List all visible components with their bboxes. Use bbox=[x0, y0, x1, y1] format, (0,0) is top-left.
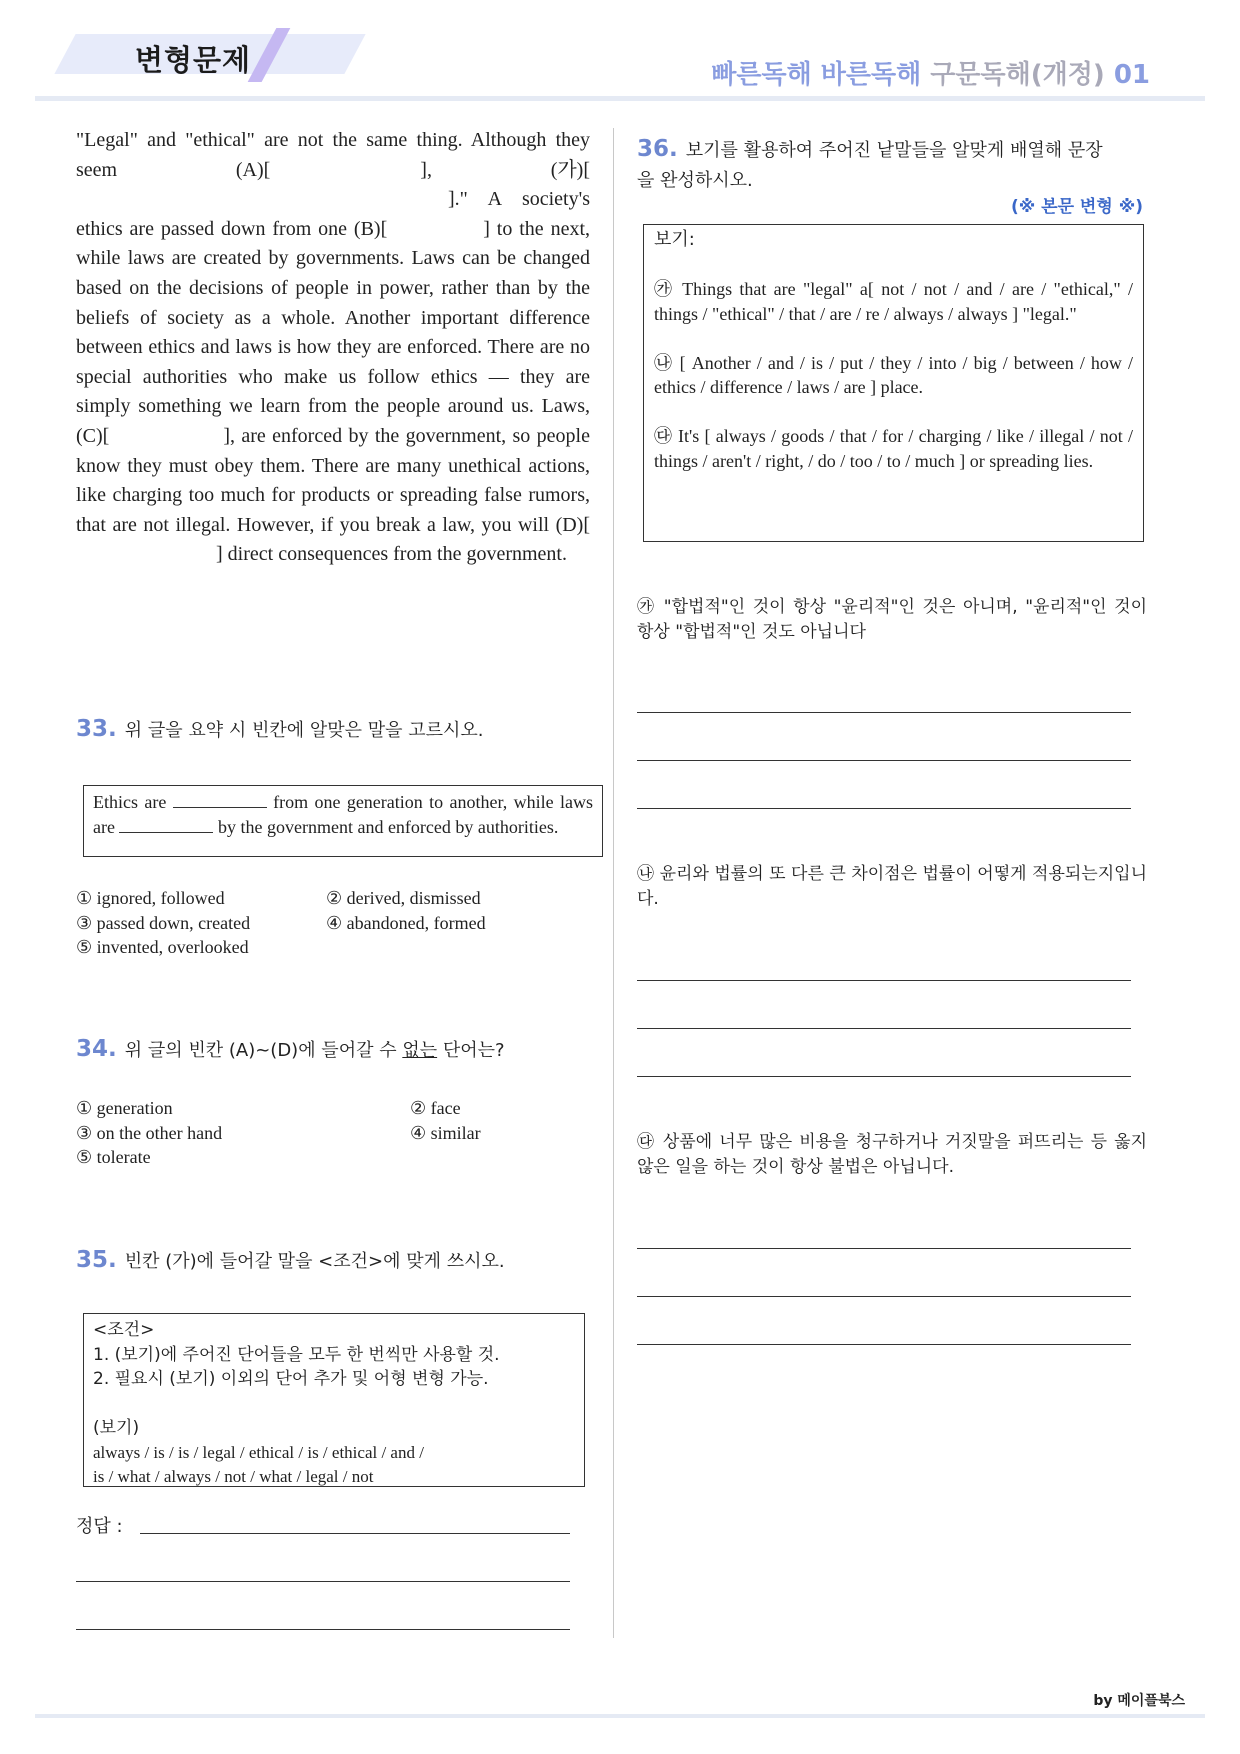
question-prompt: 위 글을 요약 시 빈칸에 알맞은 말을 고르시오. bbox=[124, 720, 484, 741]
question-number: 34. bbox=[76, 1036, 117, 1062]
answer-line[interactable] bbox=[637, 1028, 1131, 1029]
option[interactable]: ① generation bbox=[76, 1098, 173, 1118]
condition-item: 1. (보기)에 주어진 단어들을 모두 한 번씩만 사용할 것. bbox=[93, 1344, 500, 1365]
condition-box bbox=[83, 1313, 585, 1487]
footer-publisher: 메이플북스 bbox=[1117, 1693, 1185, 1709]
option[interactable]: ① ignored, followed bbox=[76, 888, 225, 908]
answer-line[interactable] bbox=[637, 1296, 1131, 1297]
passage-text: ], are enforced by the government, so people know they must obey them. There are many unethical actions, like charging too much for products or spreading false rumors, that are not illegal. However, if you break a law, you will (D)[ bbox=[76, 424, 590, 536]
korean-translation-na: ㉯ 윤리와 법률의 또 다른 큰 차이점은 법률이 어떻게 적용되는지입니다. bbox=[637, 864, 1147, 909]
answer-line[interactable] bbox=[637, 1076, 1131, 1077]
korean-translation-da: ㉰ 상품에 너무 많은 비용을 청구하거나 거짓말을 퍼뜨리는 등 옳지 않은 일을 하는 것이 항상 불법은 아닙니다. bbox=[637, 1132, 1147, 1177]
header-title-part: 바른독해 bbox=[820, 60, 922, 90]
answer-line[interactable] bbox=[76, 1581, 570, 1582]
question-35-heading bbox=[76, 1247, 505, 1273]
summary-box bbox=[83, 785, 603, 857]
answer-line[interactable] bbox=[637, 712, 1131, 713]
answer-line[interactable] bbox=[637, 1344, 1131, 1345]
bogi-words: is / what / always / not / what / legal / not bbox=[93, 1467, 374, 1486]
column-divider bbox=[613, 128, 614, 1638]
option[interactable]: ② derived, dismissed bbox=[326, 888, 481, 908]
spacer bbox=[654, 400, 1133, 425]
answer-line[interactable] bbox=[637, 980, 1131, 981]
footer-divider bbox=[35, 1714, 1205, 1718]
question-prompt: 빈칸 (가)에 들어갈 말을 <조건>에 맞게 쓰시오. bbox=[124, 1251, 505, 1272]
condition-title: <조건> bbox=[93, 1320, 155, 1340]
question-33-options bbox=[76, 886, 596, 960]
option[interactable]: ⑤ tolerate bbox=[76, 1147, 151, 1167]
passage-text: ]." A society's ethics are passed down from one (B)[ bbox=[76, 188, 590, 240]
option[interactable]: ④ abandoned, formed bbox=[326, 912, 486, 933]
answer-line[interactable] bbox=[637, 1248, 1131, 1249]
spacer bbox=[93, 1392, 575, 1417]
summary-text: Ethics are bbox=[93, 792, 167, 812]
summary-text: by the government and enforced by authorities. bbox=[217, 816, 559, 837]
condition-item: 2. 필요시 (보기) 이외의 단어 추가 및 어형 변형 가능. bbox=[93, 1369, 489, 1389]
summary-text: from one generation to another, while laws are bbox=[93, 792, 594, 837]
question-number: 36. bbox=[637, 136, 678, 162]
answer-label: 정답 : bbox=[76, 1516, 123, 1537]
question-number: 33. bbox=[76, 716, 117, 742]
question-prompt-emphasis: 없는 bbox=[402, 1040, 438, 1061]
option[interactable]: ③ on the other hand bbox=[76, 1122, 223, 1143]
question-prompt: 단어는? bbox=[442, 1040, 505, 1061]
footer-by: by bbox=[1093, 1693, 1113, 1709]
header-title bbox=[711, 54, 1150, 91]
question-prompt: 보기를 활용하여 주어진 낱말들을 알맞게 배열해 문장을 완성하시오. bbox=[637, 140, 1103, 191]
answer-line[interactable] bbox=[140, 1533, 570, 1534]
summary-blank bbox=[119, 815, 213, 833]
header-badge: 변형문제 bbox=[135, 43, 252, 77]
passage-text: "Legal" and "ethical" are not the same thing. Although they seem (A)[ bbox=[76, 129, 590, 181]
reading-passage bbox=[76, 126, 590, 570]
header-divider bbox=[35, 96, 1205, 101]
answer-line[interactable] bbox=[76, 1629, 570, 1630]
korean-translation-ga: ㉮ "합법적"인 것이 항상 "윤리적"인 것은 아니며, "윤리적"인 것이 항상 "합법적"인 것도 아닙니다 bbox=[637, 597, 1147, 642]
bogi-label: (보기) bbox=[93, 1418, 140, 1438]
bogi-label: 보기: bbox=[654, 229, 695, 250]
passage-text: ], (가)[ bbox=[420, 158, 590, 181]
footer-brand bbox=[1093, 1690, 1185, 1710]
header-title-part: 구문독해(개정) bbox=[930, 60, 1105, 90]
answer-line[interactable] bbox=[637, 760, 1131, 761]
variant-note: (※ 본문 변형 ※) bbox=[1010, 197, 1143, 217]
question-34-options bbox=[76, 1096, 596, 1170]
question-36-heading bbox=[637, 134, 1117, 196]
bogi-words: always / is / is / legal / ethical / is / ethical / and / bbox=[93, 1442, 424, 1462]
spacer bbox=[654, 253, 1133, 278]
bogi-item-da: ㉰ It's [ always / goods / that / for / charging / like / illegal / not / things / aren't / right, / do / too / to / much ] or spreading lies. bbox=[654, 426, 1133, 471]
question-prompt: 위 글의 빈칸 (A)~(D)에 들어갈 수 bbox=[124, 1040, 397, 1061]
question-34-heading bbox=[76, 1036, 505, 1062]
answer-line[interactable] bbox=[637, 808, 1131, 809]
option[interactable]: ⑤ invented, overlooked bbox=[76, 937, 249, 957]
question-33-heading bbox=[76, 716, 484, 742]
bogi-box bbox=[643, 224, 1144, 542]
passage-text: ] to the next, while laws are created by governments. Laws can be changed based on the decisions of people in power, rather than by the beliefs of society as a whole. Another important difference between ethics and laws is how they are enforced. There are no special authorities who make us follow ethics — they are simply something we learn from the people around us. Laws, (C)[ bbox=[76, 217, 591, 447]
passage-text: ] direct consequences from the government. bbox=[216, 543, 567, 566]
option[interactable]: ② face bbox=[410, 1098, 461, 1118]
header-title-part: 01 bbox=[1113, 60, 1150, 90]
option[interactable]: ④ similar bbox=[410, 1122, 481, 1143]
spacer bbox=[654, 326, 1133, 351]
header-title-part: 빠른독해 bbox=[711, 60, 812, 90]
option[interactable]: ③ passed down, created bbox=[76, 912, 251, 933]
summary-blank bbox=[173, 790, 267, 808]
bogi-item-ga: ㉮ Things that are "legal" a[ not / not / and / are / "ethical," / things / "ethical" / that / are / re / always / always ] "legal." bbox=[654, 279, 1133, 324]
bogi-item-na: ㉯ [ Another / and / is / put / they / into / big / between / how / ethics / difference / laws / are ] place. bbox=[654, 352, 1133, 397]
question-number: 35. bbox=[76, 1247, 117, 1273]
